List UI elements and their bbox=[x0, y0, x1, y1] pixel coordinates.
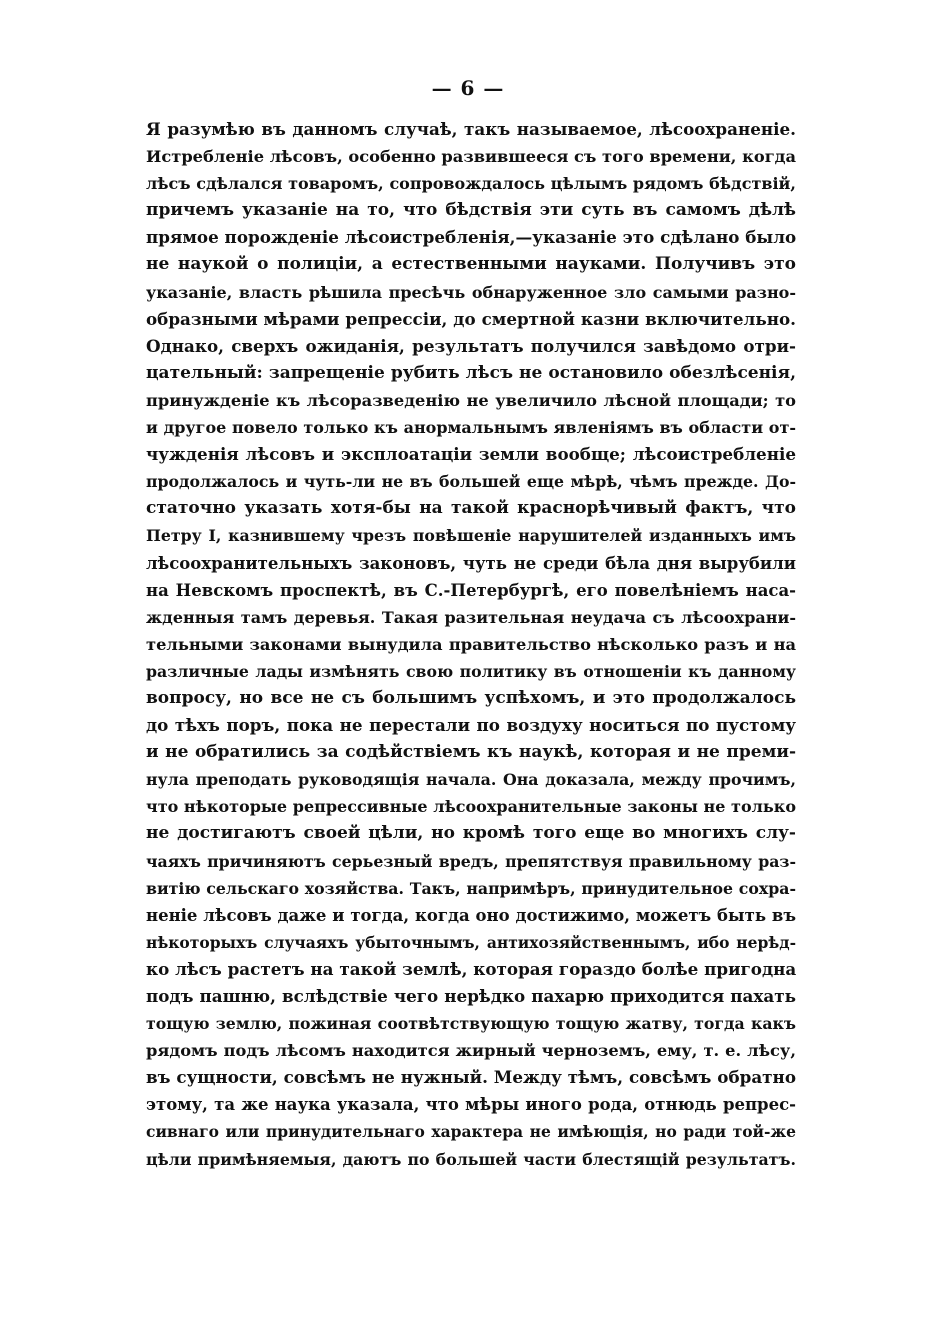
text-line: тощую землю, пожиная соотвѣтствующую тощую жатву, тогда какъ bbox=[146, 1014, 796, 1034]
text-line: неніе лѣсовъ даже и тогда, когда оно достижимо, можетъ быть въ bbox=[146, 905, 796, 925]
text-line: на Невскомъ проспектѣ, въ С.-Петербургѣ, его повелѣніемъ наса- bbox=[146, 580, 796, 600]
text-line: указаніе, власть рѣшила пресѣчь обнаруженное зло самыми разно- bbox=[146, 282, 796, 302]
text-line: не наукой о полиціи, а естественными науками. Получивъ это bbox=[146, 254, 796, 275]
text-line: Петру I, казнившему чрезъ повѣшеніе нарушителей изданныхъ имъ bbox=[146, 526, 796, 546]
text-line: ко лѣсъ растетъ на такой землѣ, которая гораздо болѣе пригодна bbox=[146, 958, 796, 979]
text-line: подъ пашню, вслѣдствіе чего нерѣдко пахарю приходится пахать bbox=[146, 986, 796, 1006]
text-line: сивнаго или принудительнаго характера не имѣющія, но ради той-же bbox=[146, 1122, 796, 1142]
text-line: нѣкоторыхъ случаяхъ убыточнымъ, антихозяйственнымъ, ибо нерѣд- bbox=[146, 932, 796, 952]
text-line: статочно указать хотя-бы на такой краснорѣчивый фактъ, что bbox=[146, 498, 796, 519]
text-line: лѣсъ сдѣлался товаромъ, сопровождалось цѣлымъ рядомъ бѣдствій, bbox=[146, 174, 796, 194]
text-line: въ сущности, совсѣмъ не нужный. Между тѣмъ, совсѣмъ обратно bbox=[146, 1067, 796, 1088]
text-line: чаяхъ причиняютъ серьезный вредъ, препятствуя правильному раз- bbox=[146, 851, 796, 871]
text-line: Истребленіе лѣсовъ, особенно развившееся съ того времени, когда bbox=[146, 147, 796, 167]
text-line: цѣли примѣняемыя, даютъ по большей части блестящій результатъ. bbox=[146, 1149, 796, 1169]
text-line: вопросу, но все не съ большимъ успѣхомъ, и это продолжалось bbox=[146, 687, 796, 708]
text-line: прямое порожденіе лѣсоистребленія,—указаніе это сдѣлано было bbox=[146, 227, 796, 248]
text-line: рядомъ подъ лѣсомъ находится жирный черноземъ, ему, т. е. лѣсу, bbox=[146, 1041, 796, 1061]
page-number: — 6 — bbox=[431, 76, 505, 100]
text-line: Я разумѣю въ данномъ случаѣ, такъ называемое, лѣсоохраненіе. bbox=[146, 119, 796, 139]
text-line: Однако, сверхъ ожиданія, результатъ получился завѣдомо отри- bbox=[146, 335, 796, 356]
text-line: и не обратились за содѣйствіемъ къ наукѣ, которая и не преми- bbox=[146, 742, 796, 763]
text-line: и другое повело только къ анормальнымъ явленіямъ въ области от- bbox=[146, 418, 796, 438]
text-line: витію сельскаго хозяйства. Такъ, напримѣръ, принудительное сохра- bbox=[146, 878, 796, 898]
text-line: что нѣкоторые репрессивные лѣсоохранительные законы не только bbox=[146, 797, 796, 817]
text-line: до тѣхъ поръ, пока не перестали по воздуху носиться по пустому bbox=[146, 715, 796, 736]
text-line: не достигаютъ своей цѣли, но кромѣ того еще во многихъ слу- bbox=[146, 823, 796, 844]
text-line: этому, та же наука указала, что мѣры иного рода, отнюдь репрес- bbox=[146, 1095, 796, 1115]
text-line: принужденіе къ лѣсоразведенію не увеличило лѣсной площади; то bbox=[146, 390, 796, 410]
text-line: жденныя тамъ деревья. Такая разительная неудача съ лѣсоохрани- bbox=[146, 607, 796, 627]
body-text bbox=[146, 116, 796, 1173]
text-line: образными мѣрами репрессіи, до смертной казни включительно. bbox=[146, 308, 796, 329]
text-line: тельными законами вынудила правительство нѣсколько разъ и на bbox=[146, 634, 796, 654]
text-line: продолжалось и чуть-ли не въ большей еще мѣрѣ, чѣмъ прежде. До- bbox=[146, 472, 796, 492]
text-line: цательный: запрещеніе рубить лѣсъ не остановило обезлѣсенія, bbox=[146, 362, 796, 383]
text-line: различные лады измѣнять свою политику въ отношеніи къ данному bbox=[146, 661, 796, 681]
text-line: причемъ указаніе на то, что бѣдствія эти суть въ самомъ дѣлѣ bbox=[146, 200, 796, 221]
text-line: чужденія лѣсовъ и эксплоатаціи земли вообще; лѣсоистребленіе bbox=[146, 444, 796, 465]
text-line: нула преподать руководящія начала. Она доказала, между прочимъ, bbox=[146, 770, 796, 790]
text-line: лѣсоохранительныхъ законовъ, чуть не среди бѣла дня вырубили bbox=[146, 553, 796, 573]
